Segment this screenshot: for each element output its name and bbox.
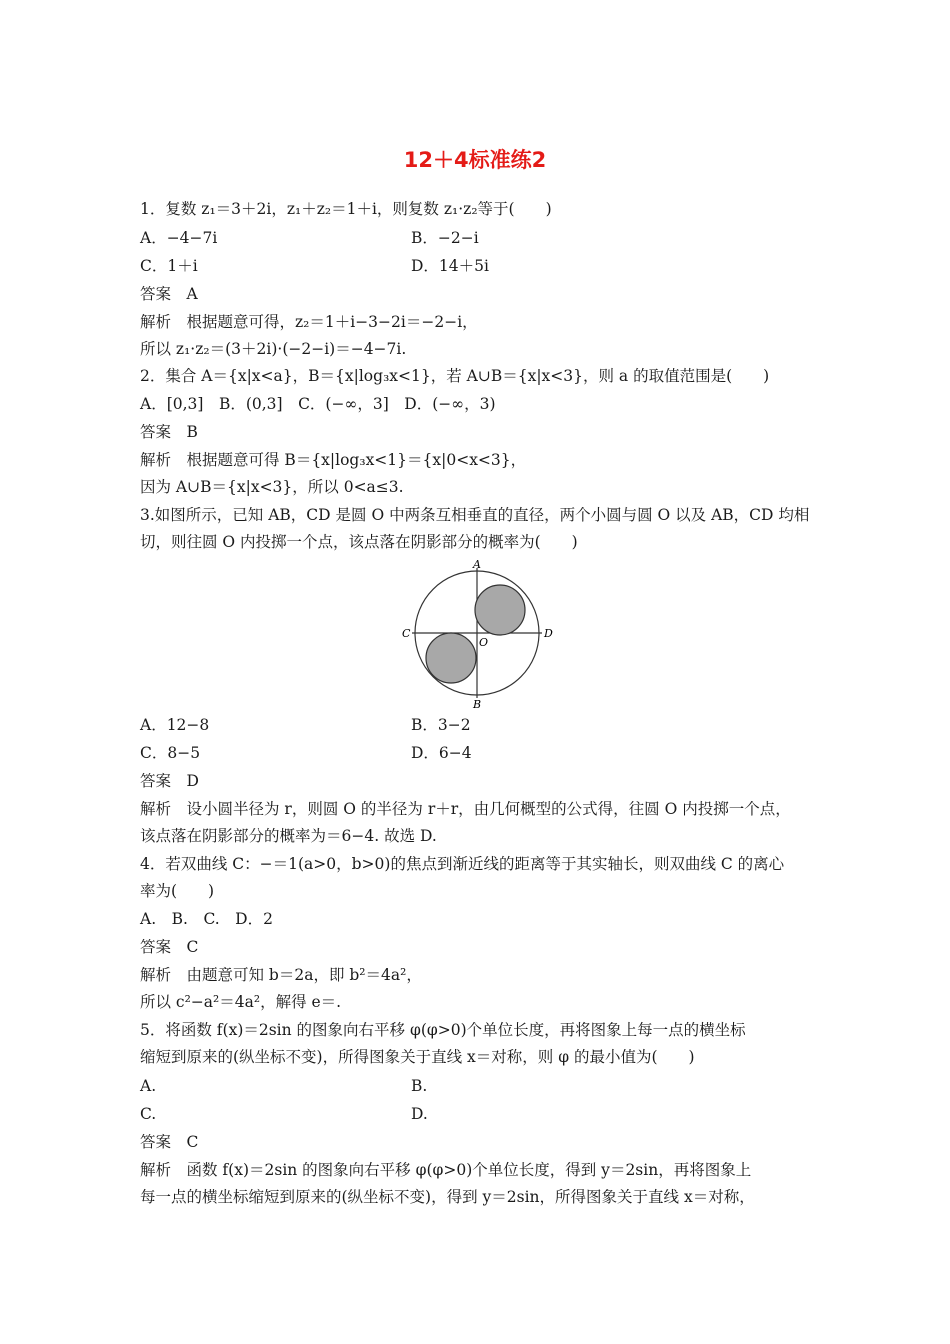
q1-option-c: C．1＋i: [140, 257, 198, 275]
q1-option-b: B．−2−i: [411, 229, 479, 247]
q1-answer: 答案 A: [140, 285, 198, 303]
q4-analysis-1: 解析 由题意可知 b＝2a，即 b²＝4a²，: [140, 966, 422, 984]
q1-option-a: A．−4−7i: [140, 229, 218, 247]
q2-analysis-2: 因为 A∪B＝{x|x<3}，所以 0<a≤3.: [140, 478, 404, 496]
q3-option-c: C．8−5: [140, 744, 201, 762]
label-c: C: [402, 627, 411, 640]
q2-options: A．[0,3] B．(0,3] C．(−∞，3] D．(−∞，3): [140, 395, 496, 413]
small-circle-lower: [426, 633, 476, 683]
q5-option-a: A.: [140, 1077, 157, 1095]
small-circle-upper: [475, 585, 525, 635]
q5-analysis-1: 解析 函数 f(x)＝2sin 的图象向右平移 φ(φ>0)个单位长度，得到 y＝2sin，再将图象上: [140, 1161, 752, 1179]
label-b: B: [473, 698, 482, 710]
q3-stem-2: 切，则往圆 O 内投掷一个点，该点落在阴影部分的概率为( ): [140, 533, 578, 551]
q3-analysis-2: 该点落在阴影部分的概率为＝6−4. 故选 D.: [140, 827, 437, 845]
q5-stem-1: 5．将函数 f(x)＝2sin 的图象向右平移 φ(φ>0)个单位长度，再将图象上每一点的横坐标: [140, 1021, 746, 1039]
q5-analysis-2: 每一点的横坐标缩短到原来的(纵坐标不变)，得到 y＝2sin，所得图象关于直线 x＝对称，: [140, 1188, 755, 1206]
q3-option-a: A．12−8: [140, 716, 210, 734]
q5-answer: 答案 C: [140, 1133, 199, 1151]
q2-answer: 答案 B: [140, 423, 198, 441]
q5-option-c: C.: [140, 1105, 157, 1123]
page-title: 12＋4标准练2: [403, 148, 547, 172]
q4-stem-2: 率为( ): [140, 882, 215, 900]
q5-stem-2: 缩短到原来的(纵坐标不变)，所得图象关于直线 x＝对称，则 φ 的最小值为( ): [140, 1048, 695, 1066]
q4-options: A. B. C. D．2: [140, 910, 273, 928]
q2-analysis-1: 解析 根据题意可得 B＝{x|log₃x<1}＝{x|0<x<3}，: [140, 451, 527, 469]
q3-option-b: B．3−2: [411, 716, 471, 734]
q5-option-b: B.: [411, 1077, 428, 1095]
q4-stem-1: 4．若双曲线 C：−＝1(a>0，b>0)的焦点到渐近线的距离等于其实轴长，则双曲线 C 的离心: [140, 855, 785, 873]
q1-stem: 1．复数 z₁＝3＋2i，z₁＋z₂＝1＋i，则复数 z₁·z₂等于( ): [140, 200, 552, 218]
q3-answer: 答案 D: [140, 772, 199, 790]
circle-figure: [400, 560, 560, 710]
label-a: A: [473, 560, 481, 571]
q1-option-d: D．14＋5i: [411, 257, 489, 275]
q1-analysis-1: 解析 根据题意可得，z₂＝1＋i−3−2i＝−2−i，: [140, 313, 478, 331]
q3-analysis-1: 解析 设小圆半径为 r，则圆 O 的半径为 r＋r，由几何概型的公式得，往圆 O 内投掷一个点，: [140, 800, 791, 818]
q3-stem-1: 3.如图所示，已知 AB，CD 是圆 O 中两条互相垂直的直径，两个小圆与圆 O 以及 AB，CD 均相: [140, 506, 810, 524]
q4-analysis-2: 所以 c²−a²＝4a²，解得 e＝.: [140, 993, 342, 1011]
label-d: D: [544, 627, 553, 640]
q4-answer: 答案 C: [140, 938, 199, 956]
q1-analysis-2: 所以 z₁·z₂＝(3＋2i)·(−2−i)＝−4−7i.: [140, 340, 407, 358]
q5-option-d: D.: [411, 1105, 428, 1123]
q2-stem: 2．集合 A＝{x|x<a}，B＝{x|log₃x<1}，若 A∪B＝{x|x<3}，则 a 的取值范围是( ): [140, 367, 770, 385]
label-o: O: [479, 636, 489, 649]
q3-option-d: D．6−4: [411, 744, 472, 762]
